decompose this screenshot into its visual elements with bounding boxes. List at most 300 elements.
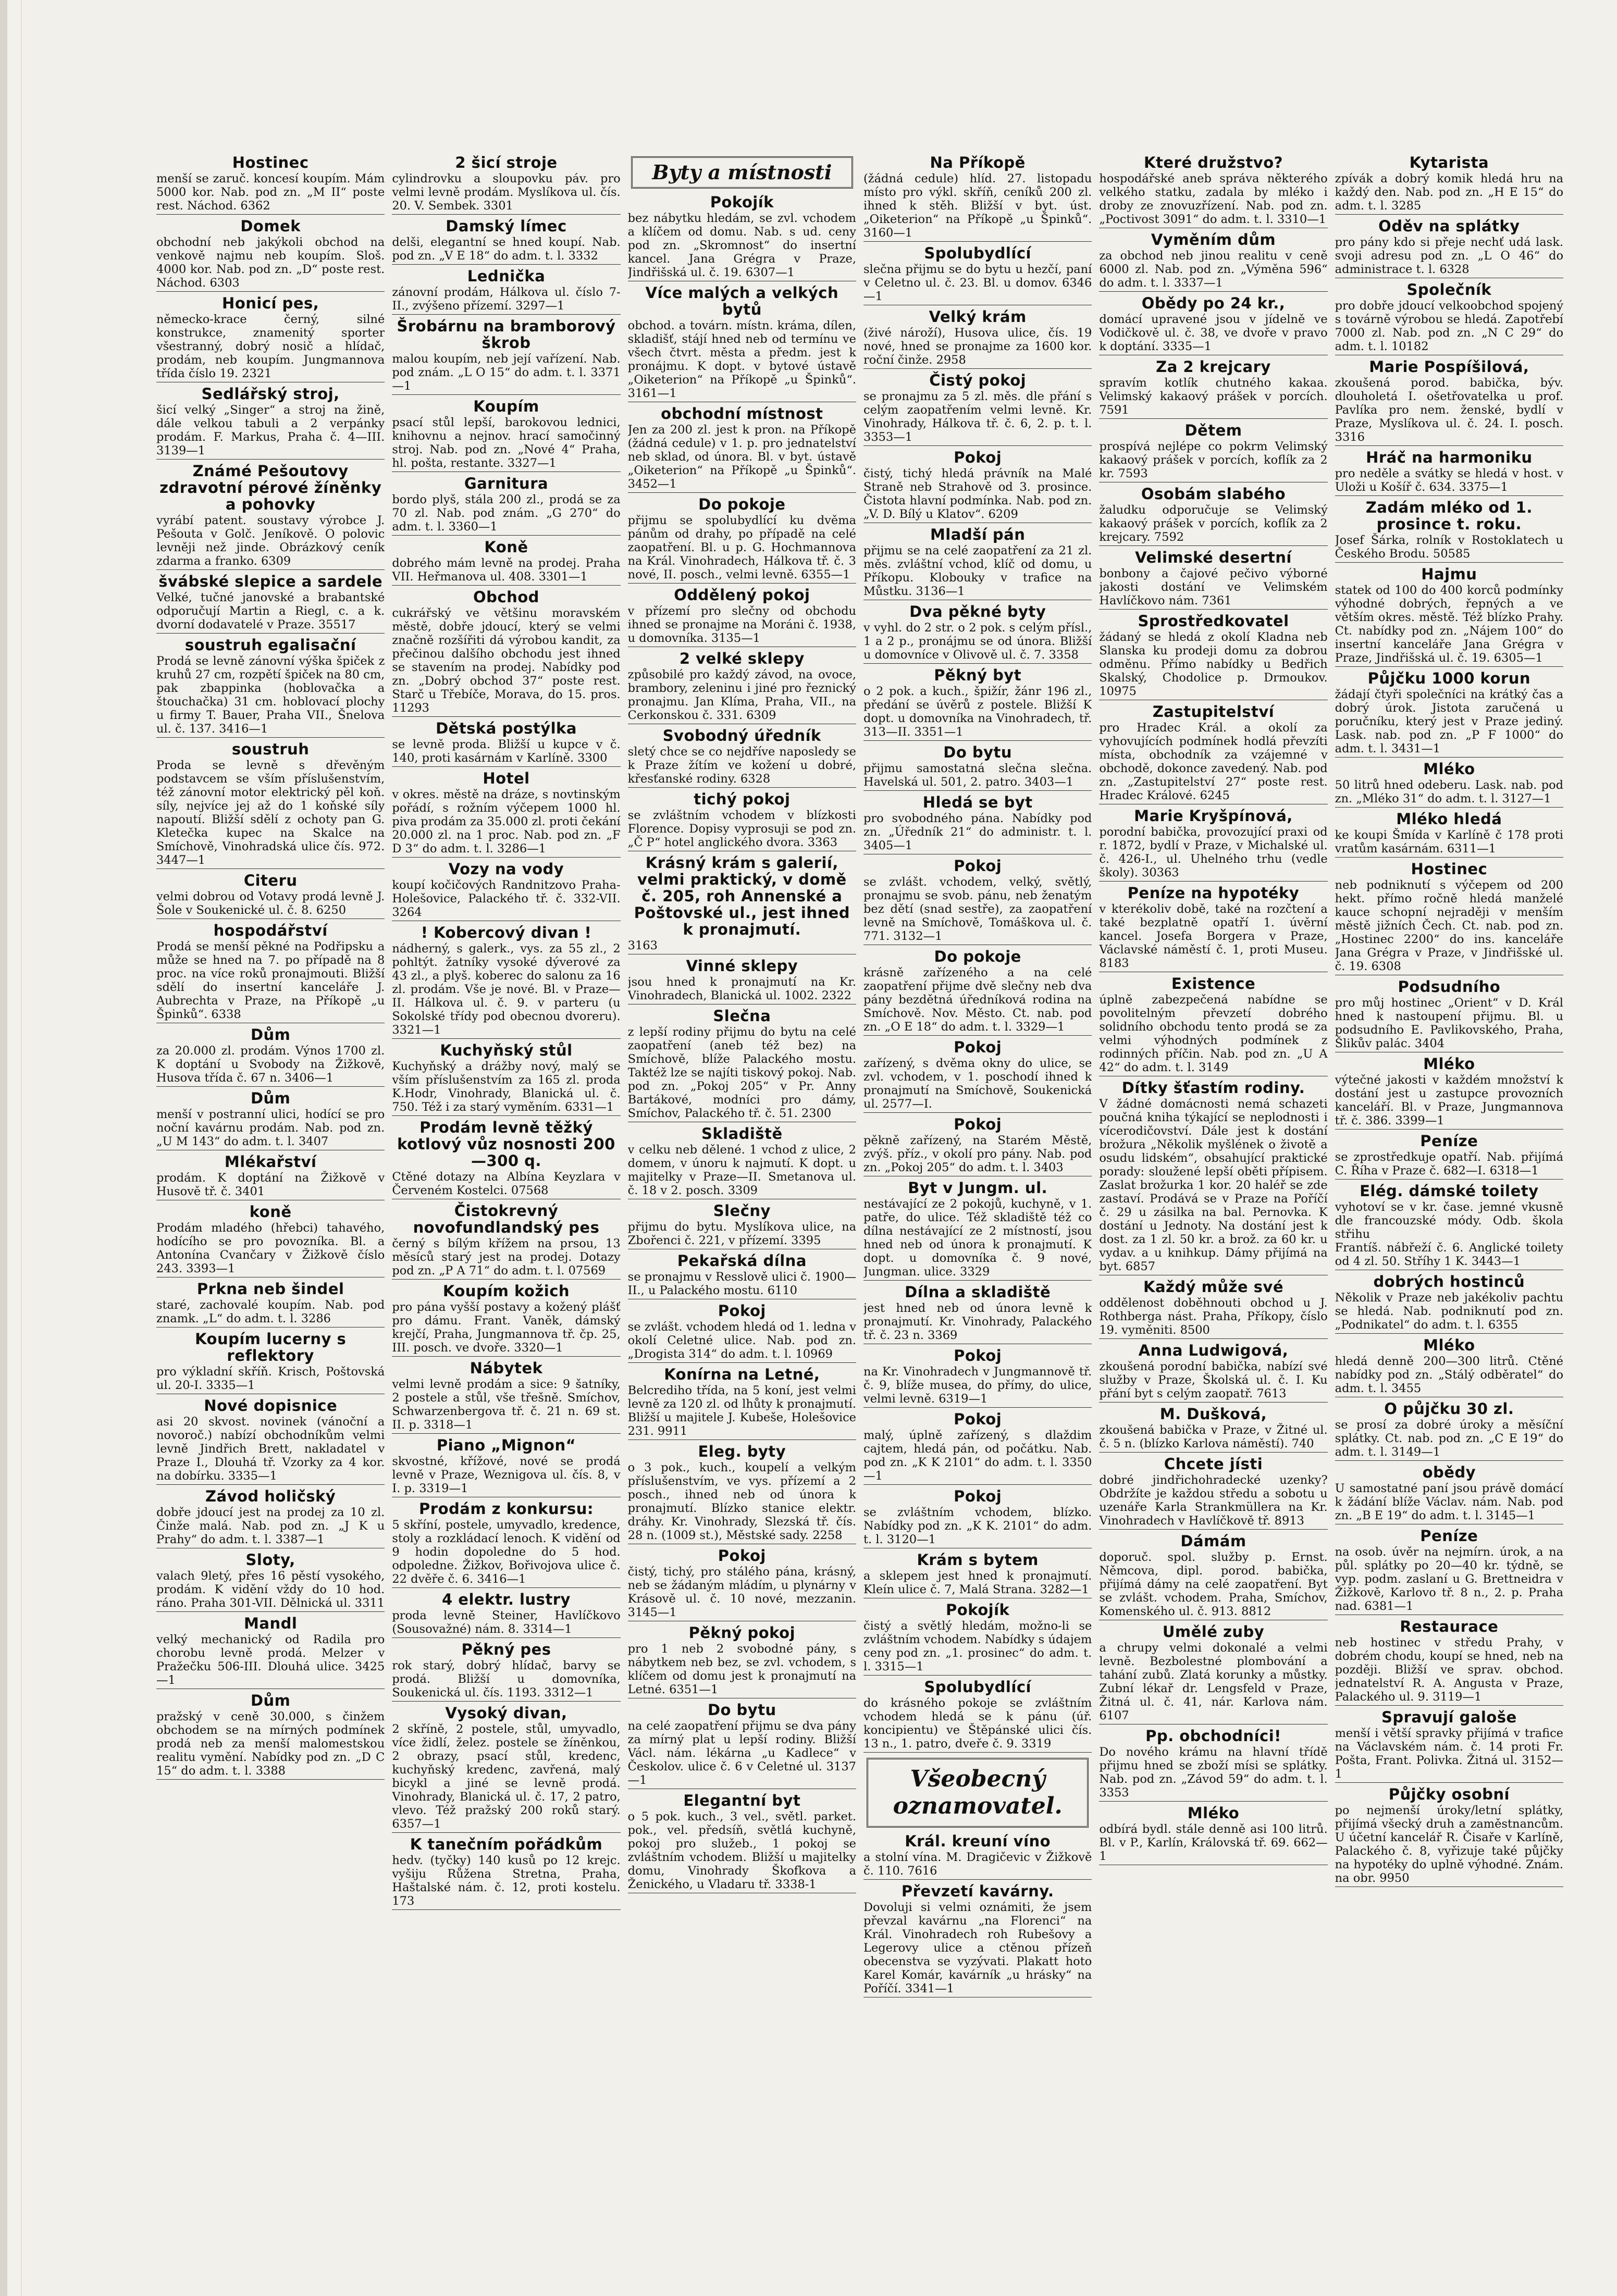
classified-ad bbox=[1335, 1464, 1563, 1524]
classified-ad bbox=[392, 589, 620, 717]
ad-headline: Skladiště bbox=[701, 1125, 783, 1143]
ad-body: pro neděle a svátky se hledá v host. v Uloži u Košíř č. 634. 3375—1 bbox=[1335, 467, 1563, 494]
ad-headline: Sedlářský stroj, bbox=[201, 385, 340, 403]
classified-ad bbox=[392, 1836, 620, 1910]
classified-ad bbox=[1099, 808, 1327, 882]
ad-headline: ! Kobercový divan ! bbox=[421, 924, 592, 941]
ad-headline: Pokoj bbox=[718, 1547, 766, 1565]
classified-ad bbox=[863, 1284, 1092, 1344]
classified-ad bbox=[1099, 154, 1327, 228]
ad-headline: Mladší pán bbox=[930, 526, 1026, 543]
ad-body: ke koupi Šmída v Karlíně č 178 proti vratům kasárnám. 6311—1 bbox=[1335, 828, 1563, 855]
ad-divider bbox=[392, 766, 620, 767]
classified-ad bbox=[156, 1552, 385, 1612]
classified-ad bbox=[392, 154, 620, 215]
classified-ad bbox=[863, 667, 1092, 741]
ad-body: žádaný se hledá z okolí Kladna neb Slanska ku prodeji domu za dobrou odměnu. Přímo nabídky u Bedřich Skalský, Chodolice p. Drmoukov. 10975 bbox=[1099, 630, 1328, 698]
classified-ad bbox=[156, 295, 385, 382]
classified-ad bbox=[863, 308, 1092, 369]
ad-body: přijmu do bytu. Myslíkova ulice, na Zbořenci č. 221, v přízemí. 3395 bbox=[627, 1220, 856, 1247]
ad-divider bbox=[156, 569, 385, 570]
ad-body: Kuchyňský a drážby nový, malý se vším příslušenstvím za 165 zl. proda K.Hodr, Vinohrady, Blanická ul. č. 750. Též i za starý vyměním. 6331—1 bbox=[392, 1060, 621, 1114]
ad-headline: Půjčku 1000 korun bbox=[1367, 669, 1531, 687]
classified-ad bbox=[1099, 1805, 1327, 1865]
ad-divider bbox=[1099, 881, 1327, 882]
ad-headline: Čistokrevný novofundlandský pes bbox=[413, 1202, 600, 1236]
ad-headline: Pokoj bbox=[954, 1487, 1002, 1505]
ad-headline: Sloty, bbox=[245, 1551, 295, 1569]
ad-headline: Hotel bbox=[483, 770, 530, 787]
classified-ad bbox=[156, 1153, 385, 1200]
classified-ad bbox=[392, 1360, 620, 1434]
ad-body: se zvlášt. vchodem, velký, světlý, pronajmu se svob. pánu, neb ženatým bez dětí (snad sestře), za zaopatření levně na Smíchově, Tomáškova ul. č. 771. 3132—1 bbox=[863, 875, 1092, 943]
ad-divider bbox=[863, 1035, 1092, 1036]
classified-ad bbox=[1099, 703, 1327, 804]
classified-ad bbox=[863, 1833, 1092, 1880]
classified-ad bbox=[628, 958, 856, 1004]
ad-body: odbírá bydl. stále denně asi 100 litrů. Bl. v P., Karlín, Královská tř. 69. 662—1 bbox=[1099, 1822, 1328, 1863]
ad-headline: soustruh bbox=[231, 740, 310, 758]
ad-headline: Do bytu bbox=[707, 1701, 776, 1719]
classified-ad bbox=[392, 218, 620, 265]
ad-body: zkoušená porodní babička, nabízí své služby v Praze, Školská ul. č. I. Ku přání byt s celým zaopatř. 7613 bbox=[1099, 1360, 1328, 1400]
ad-divider bbox=[1335, 1129, 1563, 1130]
classified-ad bbox=[156, 1281, 385, 1327]
ad-headline: Osobám slabého bbox=[1141, 485, 1286, 503]
classified-ad bbox=[156, 741, 385, 869]
classified-ad bbox=[1335, 1133, 1563, 1180]
ad-body: se zvlášt. vchodem hledá od 1. ledna v okolí Celetné ulice. Nab. pod zn. „Drogista 314“ do adm. t. l. 10969 bbox=[627, 1320, 856, 1361]
classified-ad bbox=[392, 1119, 620, 1199]
ad-divider bbox=[392, 535, 620, 536]
classified-ad bbox=[863, 744, 1092, 791]
ad-body: úplně zabezpečená nabídne se povolitelným převzetí dobrého solidního obchodu tento prodá se za velmi výhodných podmínek z rodinných příčin. Nab. pod zn. „U A 42“ do adm. t. l. 3149 bbox=[1099, 993, 1328, 1074]
ad-body: proda levně Steiner, Havlíčkovo (Sousovažné) nám. 8. 3314—1 bbox=[392, 1609, 621, 1636]
ad-divider bbox=[156, 1611, 385, 1612]
ad-body: šicí velký „Singer“ a stroj na žině, dále velkou tabuli a 2 verpánky prodám. F. Markus, Praha č. 4—III. 3139—1 bbox=[156, 403, 385, 457]
ad-divider bbox=[628, 1362, 856, 1363]
ad-body: menší i větší spravky přijímá v trafice na Václavském nám. č. 14 proti Fr. Pošta, Frant. Polivka. Žitná ul. 3152—1 bbox=[1335, 1727, 1563, 1781]
ad-body: pro Hradec Král. a okolí za vyhovujících podmínek hodlá převzíti místa, obchodník za vzájemné v obchodě, dokonce zavedený. Nab. pod zn. „Zastupitelství 27“ poste rest. Hradec Králové. 6245 bbox=[1099, 721, 1328, 802]
classified-ad bbox=[1335, 670, 1563, 758]
ad-headline: Mléko bbox=[1187, 1804, 1240, 1822]
ad-headline: Honicí pes, bbox=[222, 294, 319, 312]
ad-body: o 5 pok. kuch., 3 vel., světl. parket. pok., vel. předsíň, světlá kuchyně, pokoj pro služeb., 1 pokoj se zvláštním vchodem. Bližší u majitelky domu, Vinohrady Škofkova a Ženického, u Vladaru tř. 3338-1 bbox=[627, 1810, 856, 1891]
classified-ad bbox=[1099, 422, 1327, 482]
ad-divider bbox=[156, 1086, 385, 1087]
classified-ad bbox=[628, 1443, 856, 1544]
classified-ad bbox=[392, 398, 620, 472]
ad-headline: Chcete jísti bbox=[1164, 1455, 1263, 1473]
ad-divider bbox=[392, 857, 620, 858]
ad-divider bbox=[392, 471, 620, 472]
ad-body: pro můj hostinec „Orient“ v D. Král hned k nastoupení přijmu. Bl. u podsudního E. Pavlikovského, Praha, Šlikův palác. 3404 bbox=[1335, 996, 1563, 1050]
classified-ad bbox=[156, 1026, 385, 1087]
ad-body-extra: Frantíš. nábřeží č. 6. Anglické toilety od 4 zl. 50. Stříhy 1 K. 3443—1 bbox=[1335, 1241, 1563, 1268]
classified-ad bbox=[628, 1252, 856, 1299]
ad-headline: Pěkný byt bbox=[934, 666, 1022, 684]
classified-ad bbox=[1335, 281, 1563, 355]
ad-body: se zprostředkuje opatří. Nab. přijímá C. Říha v Praze č. 682—I. 6318—1 bbox=[1335, 1150, 1563, 1177]
ad-divider bbox=[392, 716, 620, 717]
ad-body: a stolní vína. M. Dragičevic v Žižkově č. 110. 7616 bbox=[863, 1851, 1092, 1878]
classified-ad bbox=[156, 218, 385, 292]
ad-headline: Koně bbox=[484, 538, 528, 556]
ad-body: v vyhl. do 2 str. o 2 pok. s celým přísl., 1 a 2 p., pronájmu se od února. Bližší u domovníce v Olivově ul. č. 7. 3358 bbox=[863, 621, 1092, 662]
ad-headline: Domek bbox=[240, 217, 301, 235]
ad-headline: Spolubydlící bbox=[924, 1678, 1031, 1696]
ad-divider bbox=[1335, 1705, 1563, 1706]
classified-ad bbox=[1099, 1728, 1327, 1802]
column-3 bbox=[628, 151, 856, 2204]
column-2 bbox=[392, 151, 620, 2204]
classified-ad bbox=[156, 1615, 385, 1689]
ad-body: nádherný, s galerk., vys. za 55 zl., 2 pohltýt. žatníky vysoké dýverové za 43 zl., a plyš. koberec do salonu za 16 zl. prodám. Vše je nové. Bl. v Praze—II. Hálkova ul. č. 9. v parteru (u Sokolské třídy pod obecnou dvoreru). 3321—1 bbox=[392, 942, 621, 1037]
ad-headline: Každý může své bbox=[1143, 1278, 1283, 1296]
ad-headline: Dětská postýlka bbox=[436, 719, 577, 737]
ad-body: staré, zachovalé koupím. Nab. pod znamk. „L“ do adm. t. l. 3286 bbox=[156, 1298, 385, 1325]
classified-ad bbox=[1099, 358, 1327, 419]
ad-body: zkoušená porod. babička, býv. dlouholetá I. ošetřovatelka u prof. Pavlíka pro nem. ženské, bydlí v Praze, Myslíkova ul. č. 24. I. posch. 3316 bbox=[1335, 376, 1563, 444]
ad-divider bbox=[628, 1439, 856, 1440]
classified-ad bbox=[628, 1624, 856, 1698]
ad-headline: Více malých a velkých bytů bbox=[645, 284, 839, 318]
ad-headline: Dámám bbox=[1180, 1532, 1246, 1550]
ad-body: zánovní prodám, Hálkova ul. číslo 7-II., zvýšeno přízemí. 3297—1 bbox=[392, 286, 621, 313]
classified-ad bbox=[1099, 1079, 1327, 1275]
ad-headline: Spravují galoše bbox=[1381, 1708, 1517, 1726]
ad-body: za 20.000 zl. prodám. Výnos 1700 zl. K doptání u Svobody na Žižkově, Husova třída č. 67 n. 3406—1 bbox=[156, 1044, 385, 1085]
ad-divider bbox=[156, 291, 385, 292]
ad-divider bbox=[863, 368, 1092, 369]
ad-headline: 2 velké sklepy bbox=[679, 650, 805, 667]
ad-headline: Restaurace bbox=[1400, 1618, 1499, 1635]
ad-body: dobré jindřichohradecké uzenky? Obdržíte je každou středu a sobotu u uzenáře Karla Strankmüllera na Kr. Vinohradech v Havlíčkově tř. 8913 bbox=[1099, 1473, 1328, 1528]
section-title-byty: Byty a místnosti bbox=[631, 156, 853, 189]
ad-headline: obchodní místnost bbox=[661, 405, 823, 423]
ad-body: prodám. K doptání na Žižkově v Husově tř. č. 3401 bbox=[156, 1171, 385, 1198]
ad-body: za obchod neb jinou realitu v ceně 6000 zl. Nab. pod zn. „Výměna 596“ do adm. t. l. 3337—1 bbox=[1099, 249, 1328, 290]
ad-body: na Kr. Vinohradech v Jungmannově tř. č. 9, blíže musea, do přímy, do ulice, velmi levně. 6319—1 bbox=[863, 1365, 1092, 1406]
ad-headline: tichý pokoj bbox=[694, 790, 791, 808]
ad-headline: Za 2 krejcary bbox=[1156, 358, 1271, 376]
classified-ad bbox=[392, 720, 620, 767]
classified-ad bbox=[628, 727, 856, 788]
classified-ad bbox=[863, 526, 1092, 600]
classified-ad bbox=[1099, 295, 1327, 355]
ad-headline: Elegantní byt bbox=[683, 1792, 801, 1809]
ad-body: a sklepem jest hned k pronajmutí. Kleín ulice č. 7, Malá Strana. 3282—1 bbox=[863, 1569, 1092, 1596]
ad-headline: Dítky šťastím rodiny. bbox=[1121, 1079, 1305, 1097]
ad-divider bbox=[1099, 418, 1327, 419]
ad-body: dobře jdoucí jest na prodej za 10 zl. Činže malá. Nab. pod zn. „J K u Prahy“ do adm. t. l. 3387—1 bbox=[156, 1506, 385, 1546]
ad-body: se zvláštním vchodem, blízko. Nabídky pod zn. „K K. 2101“ do adm. t. l. 3120—1 bbox=[863, 1506, 1092, 1546]
classified-ad bbox=[863, 154, 1092, 242]
ad-headline: Mléko bbox=[1423, 1055, 1475, 1073]
ad-headline: Velimské desertní bbox=[1135, 549, 1292, 566]
ad-headline: Dům bbox=[250, 1026, 291, 1044]
ad-body: Proda se levně s dřevěným podstavcem se vším příslušenstvím, též zánovní motor elektrický pěl koň. síly, nejvíce jej až do 1 koňské síly napoutí. Bližší sdělí z ochoty pan G. Kletečka kupec na Skalce na Smíchově, Vinohradská ulice čís. 972. 3447—1 bbox=[156, 759, 385, 867]
classified-ad bbox=[628, 284, 856, 402]
ad-headline: Mléko bbox=[1423, 1336, 1475, 1354]
ad-divider bbox=[392, 585, 620, 586]
classified-ad bbox=[392, 924, 620, 1039]
classified-ad bbox=[1335, 1618, 1563, 1706]
ad-headline: Pokoj bbox=[954, 1347, 1002, 1364]
classified-ad bbox=[1099, 1533, 1327, 1620]
classified-ad bbox=[392, 861, 620, 921]
ad-divider bbox=[156, 1484, 385, 1485]
ad-body: dobrého mám levně na prodej. Praha VII. Heřmanova ul. 408. 3301—1 bbox=[392, 556, 621, 584]
ad-body: pro pány kdo si přeje nechť udá lask. svoji adresu pod zn. „L O 46“ do administrace t. l. 6328 bbox=[1335, 235, 1563, 276]
classified-ad bbox=[863, 1602, 1092, 1676]
ad-body: Josef Šárka, rolník v Rostoklatech u Českého Brodu. 50585 bbox=[1335, 533, 1563, 561]
ad-headline: Zadám mléko od 1. prosince t. roku. bbox=[1365, 499, 1533, 533]
ad-divider bbox=[1335, 1179, 1563, 1180]
page-left-edge bbox=[0, 0, 7, 2296]
ad-body: se pronajmu v Resslově ulici č. 1900—II., u Palackého mostu. 6110 bbox=[627, 1270, 856, 1297]
ad-divider bbox=[392, 1909, 620, 1910]
ad-headline: Byt v Jungm. ul. bbox=[908, 1179, 1048, 1197]
ad-headline: Na Příkopě bbox=[930, 154, 1026, 171]
ad-body: v přízemí pro slečny od obchodu ihned se pronajme na Moráni č. 1938, u domovníka. 3135—1 bbox=[627, 604, 856, 645]
ad-headline: Obchod bbox=[473, 588, 539, 606]
ad-headline: Pekařská dílna bbox=[677, 1252, 807, 1270]
ad-divider bbox=[1335, 1782, 1563, 1783]
ad-body: se levně proda. Bližší u kupce v č. 140, proti kasárnám v Karlíně. 3300 bbox=[392, 738, 621, 765]
ad-body: o 2 pok. a kuch., špižír, žánr 196 zl., předání se úvěrů z postele. Bližší K dopt. u domovníka na Vinohradech, tř. 313—II. 3351—1 bbox=[863, 685, 1092, 739]
classified-ad bbox=[1335, 1337, 1563, 1397]
classified-ad bbox=[392, 268, 620, 315]
classified-ad bbox=[628, 1547, 856, 1621]
ad-body: cylindrovku a sloupovku páv. pro velmi levně prodám. Myslíkova ul. čís. 20. V. Sembek. 3301 bbox=[392, 172, 621, 213]
classified-ad bbox=[863, 858, 1092, 945]
ad-body: čistý a světlý hledám, možno-li se zvláštním vchodem. Nabídky s údajem ceny pod zn. „1. prosinec“ do adm. t. l. 3315—1 bbox=[863, 1619, 1092, 1673]
classified-ad bbox=[1335, 1528, 1563, 1615]
ad-body: Do nového krámu na hlavní třídě přijmu hned se zboží mísi se splátky. Nab. pod zn. „Závod 59“ do adm. t. l. 3353 bbox=[1099, 1745, 1328, 1799]
ad-body: neb podniknutí s výčepem od 200 hekt. přímo ročně hledá manželé kauce schopní nejraději v menším městě jižních Čech. Ct. nab. pod zn. „Hostinec 2200“ do ins. kanceláře Jana Grégra v Praze, v Jindřišské ul. č. 19. 6308 bbox=[1335, 878, 1563, 973]
ad-body: malou koupím, neb její vařízení. Nab. pod znám. „L O 15“ do adm. t. l. 3371—1 bbox=[392, 352, 621, 393]
classified-ad bbox=[1335, 1400, 1563, 1461]
ad-headline: Do pokoje bbox=[698, 495, 786, 513]
ad-body: Jen za 200 zl. jest k pron. na Příkopě (žádná cedule) v 1. p. pro jednatelství neb sklad, od února. Bl. v byt. ústavě „Oiketerion“ na Příkopě „u Špinků“. 3452—1 bbox=[627, 423, 856, 491]
ad-divider bbox=[392, 1637, 620, 1638]
ad-body: přijmu se na celé zaopatření za 21 zl. měs. zvláštní vchod, klíč od domu, u Příkopu. Klobouky v trafice na Můstku. 3136—1 bbox=[863, 544, 1092, 598]
ad-headline: Hledá se byt bbox=[922, 793, 1033, 811]
classified-ad bbox=[628, 1302, 856, 1363]
ad-divider bbox=[863, 1752, 1092, 1753]
classified-ad bbox=[1335, 358, 1563, 446]
classified-ad bbox=[156, 637, 385, 738]
ad-headline: Oddělený pokoj bbox=[674, 586, 810, 604]
ad-headline: koně bbox=[249, 1203, 292, 1221]
ad-headline: Peníze na hypotéky bbox=[1127, 884, 1300, 902]
ad-headline: Do pokoje bbox=[934, 948, 1021, 965]
classified-ad bbox=[628, 1366, 856, 1440]
classified-ad bbox=[1335, 761, 1563, 808]
ad-divider bbox=[1335, 807, 1563, 808]
classified-ad bbox=[863, 449, 1092, 523]
section-title-oznamovatel: Všeobecný oznamovatel. bbox=[867, 1758, 1089, 1828]
ad-headline: Prodám levně těžký kotlový vůz nosnosti 200—300 q. bbox=[397, 1119, 615, 1170]
classified-ad bbox=[628, 405, 856, 493]
classified-ad bbox=[392, 1437, 620, 1497]
ad-body: se zvláštním vchodem v blízkosti Florence. Dopisy vyprosuji se pod zn. „Č P“ hotel anglického dvora. 3363 bbox=[627, 809, 856, 849]
classified-ad bbox=[156, 922, 385, 1023]
ad-body: v kterékoliv době, také na rozčtení a také bezplatně opatří 1. úvěrní kancel. Josefa Borgera v Praze, Václavské náměstí č. 1, proti Museu. 8183 bbox=[1099, 902, 1328, 970]
ad-headline: Prodám z konkursu: bbox=[419, 1500, 594, 1518]
classified-ad bbox=[1335, 154, 1563, 215]
ad-body: německo-krace černý, silné konstrukce, znamenitý sporter všestranný, dobrý nosič a hlídač, prodám, neb koupím. Jungmannova třída číslo 19. 2321 bbox=[156, 313, 385, 380]
classified-ad bbox=[1099, 885, 1327, 972]
classified-ad bbox=[1335, 1183, 1563, 1270]
classified-ad bbox=[628, 650, 856, 724]
classified-ad bbox=[1335, 449, 1563, 496]
classified-ad bbox=[156, 1397, 385, 1485]
ad-headline: Čistý pokoj bbox=[929, 371, 1027, 389]
ad-body: oddělenost doběhnouti obchod u J. Rothberga nást. Praha, Příkopy, číslo 19. vyměniti. 8500 bbox=[1099, 1296, 1328, 1337]
classified-ad bbox=[863, 1488, 1092, 1548]
ad-headline: 2 šicí stroje bbox=[455, 154, 558, 171]
ad-divider bbox=[863, 445, 1092, 446]
ad-headline: Marie Kryšpínová, bbox=[1134, 807, 1293, 825]
classified-ad bbox=[156, 463, 385, 570]
ad-body: 2 skříně, 2 postele, stůl, umyvadlo, více židlí, želez. postele se žíněnkou, 2 obrazy, psací stůl, kredenc, kuchyňský kredenc, zavřená, malý bicykl a jiné se levně prodá. Vinohrady, Blanická ul. č. 17, 2 patro, vlevo. Též pražský 200 roků starý. 6357—1 bbox=[392, 1722, 621, 1831]
ad-headline: švábské slepice a sardele bbox=[158, 573, 383, 590]
ad-headline: Dílna a skladiště bbox=[905, 1283, 1051, 1301]
ad-body: hospodářské aneb správa některého velkého statku, zadala by mléko i droby ze znovuzřízení. Nab. pod zn. „Poctivost 3091“ do adm. t. l. 3310—1 bbox=[1099, 172, 1328, 226]
classified-ad bbox=[1099, 1342, 1327, 1403]
ad-headline: Umělé zuby bbox=[1162, 1623, 1265, 1641]
ad-divider bbox=[1335, 1460, 1563, 1461]
classified-ad bbox=[863, 794, 1092, 854]
ad-divider bbox=[1335, 757, 1563, 758]
ad-headline: Pokojík bbox=[946, 1601, 1010, 1619]
ad-headline: Nábytek bbox=[470, 1359, 543, 1377]
ad-divider bbox=[1099, 1338, 1327, 1339]
classified-ad bbox=[392, 1500, 620, 1588]
ad-headline: Hajmu bbox=[1421, 565, 1477, 583]
ad-body: se pronajmu za 5 zl. měs. dle přání s celým zaopatřením velmi levně. Kr. Vinohrady, Hálkova tř. č. 6, 2. p. t. l. 3353—1 bbox=[863, 390, 1092, 444]
classified-ad bbox=[1099, 1623, 1327, 1724]
ad-divider bbox=[1335, 214, 1563, 215]
ad-body: rok starý, dobrý hlídač, barvy se prodá. Bližší u domovníka, Soukenická ul. čís. 1193. 3312—1 bbox=[392, 1659, 621, 1699]
ad-headline: O půjčku 30 zl. bbox=[1384, 1400, 1514, 1418]
ad-body: přijmu se spolubydlící ku dvěma pánům od drahy, po případě na celé zaopatření. Bl. u p. G. Hochmannova na Král. Vinohradech, Hálkova tř. č. 3 nové, II. posch., velmi levně. 6355—1 bbox=[627, 514, 856, 581]
classified-ad bbox=[863, 1039, 1092, 1113]
ad-headline: M. Dušková, bbox=[1159, 1405, 1267, 1423]
column-6 bbox=[1335, 151, 1563, 2204]
ad-headline: Elég. dámské toilety bbox=[1360, 1182, 1539, 1200]
ad-headline: Marie Pospíšilová, bbox=[1369, 358, 1529, 376]
classified-ad bbox=[392, 1042, 620, 1116]
classified-ad bbox=[863, 1679, 1092, 1753]
ad-body: menší se zaruč. koncesí koupím. Mám 5000 kor. Nab. pod zn. „M II“ poste rest. Náchod. 6362 bbox=[156, 172, 385, 213]
ad-body: Prodám mladého (hřebci) tahavého, hodícího se pro povozníka. Bl. a Antonína Cvančary v Žižkově číslo 243. 3393—1 bbox=[156, 1221, 385, 1275]
ad-divider bbox=[863, 1675, 1092, 1676]
ad-divider bbox=[392, 394, 620, 395]
classified-ad bbox=[1335, 811, 1563, 858]
ad-headline: Damský límec bbox=[446, 217, 567, 235]
ad-headline: Krásný krám s galerií, velmi praktický, v domě č. 205, roh Annenské a Poštovské ul., jest ihned k pronajmutí. bbox=[634, 854, 850, 938]
ad-headline: Dům bbox=[250, 1692, 291, 1709]
ad-body: 5 skříní, postele, umyvadlo, kredence, stoly a rozkládací lenoch. K vidění od 9 hodin dopoledne do 5 hod. odpoledne. Žižkov, Bořivojova ulice č. 22 dvěře č. 6. 3416—1 bbox=[392, 1518, 621, 1586]
ad-divider bbox=[1335, 445, 1563, 446]
classified-ad bbox=[1099, 1406, 1327, 1453]
ad-headline: Pěkný pokoj bbox=[688, 1624, 796, 1642]
ad-headline: Společník bbox=[1406, 281, 1492, 299]
classified-ad bbox=[628, 1125, 856, 1199]
ad-headline: Pokoj bbox=[954, 1115, 1002, 1133]
ad-headline: Lednička bbox=[467, 267, 546, 285]
ad-body: Dovoluji si velmi oznámiti, že jsem převzal kavárnu „na Florenci“ na Král. Vinohradech roh Rubešovy a Legerovy ulice a ctěnou přízeň obecenstva se vyzývati. Plakatt hoto Karel Komár, kavárník „u hrásky“ na Poříčí. 3341—1 bbox=[863, 1901, 1092, 1995]
ad-headline: Kuchyňský stůl bbox=[440, 1041, 573, 1059]
classified-ad bbox=[1335, 1273, 1563, 1334]
ad-body: velmi levně prodám a sice: 9 šatníky, 2 postele a stůl, vše třešně. Smíchov, Schwarzenbergova tř. č. 21 n. 69 st. II. p. 3318—1 bbox=[392, 1377, 621, 1432]
ad-body: bez nábytku hledám, se zvl. vchodem a klíčem od domu. Nab. s ud. ceny pod zn. „Skromnost“ do insertní kancel. Jana Grégra v Praze, Jindřišská ul. č. 19. 6307—1 bbox=[627, 212, 856, 279]
classified-ad bbox=[156, 1692, 385, 1780]
classified-ad bbox=[863, 948, 1092, 1036]
ad-headline: Vyměním dům bbox=[1151, 231, 1276, 249]
classified-ad bbox=[628, 854, 856, 954]
ad-body: slečna přijmu se do bytu u hezčí, paní v Celetno ul. č. 23. Bl. u domov. 6346—1 bbox=[863, 263, 1092, 303]
ad-body: psací stůl lepší, barokovou lednici, knihovnu a nejnov. hrací samočinný stroj. Nab. pod zn. „Nové 4“ Praha, hl. pošta, restante. 3327—1 bbox=[392, 416, 621, 470]
ad-headline: Do bytu bbox=[943, 743, 1013, 761]
ad-headline: Svobodný úředník bbox=[662, 727, 821, 744]
ad-headline: Spolubydlící bbox=[924, 244, 1031, 262]
ad-body: valach 9letý, přes 16 pěstí vysokého, prodám. K vidění vždy do 10 hod. ráno. Praha 301-VII. Dělnická ul. 3311 bbox=[156, 1569, 385, 1610]
ad-headline: Závod holičský bbox=[205, 1487, 336, 1505]
ad-body: Několik v Praze neb jakékoliv pachtu se hledá. Nab. podniknutí pod zn. „Podnikatel“ do adm. t. l. 6355 bbox=[1335, 1291, 1563, 1332]
ad-divider bbox=[863, 241, 1092, 242]
classified-ad bbox=[863, 1411, 1092, 1485]
ad-divider bbox=[392, 1701, 620, 1702]
classified-ad bbox=[156, 573, 385, 634]
ad-body: krásně zařízeného a na celé zaopatření přijme dvě slečny neb dva pány bezdětná úředníková rodina na Smíchově. Nov. Město. Ct. nab. pod zn. „O E 18“ do adm. t. l. 3329—1 bbox=[863, 966, 1092, 1034]
classified-ad bbox=[863, 245, 1092, 305]
classified-ad bbox=[863, 1347, 1092, 1408]
ad-divider bbox=[392, 1279, 620, 1280]
ad-headline: Hráč na harmoniku bbox=[1366, 449, 1533, 466]
ad-body: a chrupy velmi dokonalé a velmi levně. Bezbolestné plombování a tahání zubů. Zlatá korunky a můstky. Zubní lékař dr. Lengsfeld v Praze, Žitná ul. č. 41, nár. Karlova nám. 6107 bbox=[1099, 1641, 1328, 1722]
classified-ad bbox=[863, 1552, 1092, 1598]
ad-headline: 4 elektr. lustry bbox=[442, 1591, 571, 1608]
classified-ad bbox=[628, 496, 856, 584]
ad-headline: Podsudního bbox=[1398, 978, 1501, 996]
ad-body: zařízený, s dvěma okny do ulice, se zvl. vchodem, v 1. poschodí ihned k pronajmutí na Smíchově, Soukenická ul. 2577—I. bbox=[863, 1057, 1092, 1111]
ad-body: po nejmenší úroky/letní splátky, přijímá všecký druh a zaměstnancům. U účetní kancelář R. Čisaře v Karlíně, Palackého č. 8, vyřizuje také půjčky na hypotéky do uplně výhodné. Znám. na obr. 9950 bbox=[1335, 1804, 1563, 1885]
ad-divider bbox=[1099, 291, 1327, 292]
classified-ad bbox=[1335, 978, 1563, 1052]
classified-ad bbox=[156, 872, 385, 919]
ad-divider bbox=[156, 737, 385, 738]
ad-body: 50 litrů hned odeberu. Lask. nab. pod zn. „Mléko 31“ do adm. t. l. 3127—1 bbox=[1335, 778, 1563, 805]
ad-body: (živé nároží), Husova ulice, čís. 19 nové, hned se pronajme za 1600 kor. roční činže. 2958 bbox=[863, 326, 1092, 367]
ad-headline: Pokojík bbox=[710, 193, 774, 211]
ad-headline: Dětem bbox=[1184, 421, 1242, 439]
classified-ad bbox=[392, 770, 620, 858]
ad-body: z lepší rodiny přijmu do bytu na celé zaopatření (aneb též bez) na Smíchově, blíže Palackého mostu. Taktéž lze se najíti tiskový pokoj. Nab. pod zn. „Pokoj 205“ v Pr. Anny Bartákové, modníci pro dámy, Smíchov, Palackého tř. č. 51. 2300 bbox=[627, 1025, 856, 1120]
ad-divider bbox=[863, 790, 1092, 791]
classified-ad bbox=[1335, 1056, 1563, 1130]
classified-ad bbox=[392, 1591, 620, 1638]
ad-divider bbox=[1099, 545, 1327, 546]
ad-headline: Piano „Mignon“ bbox=[436, 1436, 576, 1454]
classified-ad bbox=[1099, 1456, 1327, 1530]
ad-headline: dobrých hostinců bbox=[1373, 1273, 1525, 1290]
ad-divider bbox=[1099, 1452, 1327, 1453]
classified-ad bbox=[863, 1180, 1092, 1281]
